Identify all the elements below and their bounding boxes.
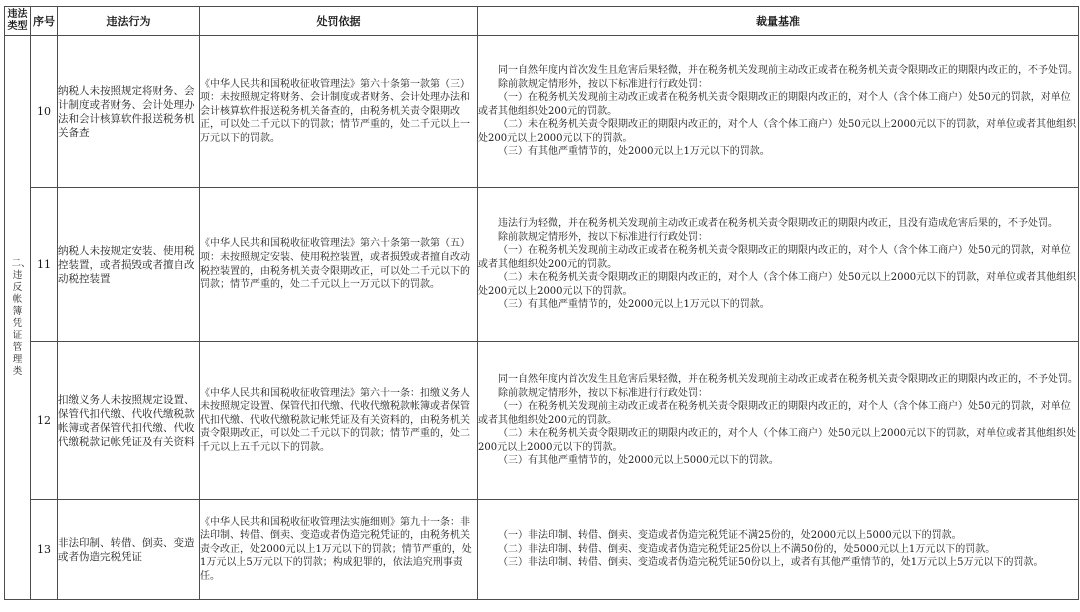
row-basis: 《中华人民共和国税收征收管理法实施细则》第九十一条：非法印制、转借、倒卖、变造或者伪造完税凭证的，由税务机关责令改正，处2000元以上1万元以下的罚款；情节严重的，处1万元以上5万元以下的罚款；构成犯罪的，依法追究刑事责任。 [200,500,478,600]
row-act: 纳税人未按照规定将财务、会计制度或者财务、会计处理办法和会计核算软件报送税务机关备查 [58,36,200,188]
header-type: 违法类型 [5,7,31,36]
row-act: 非法印制、转借、倒卖、变造或者伪造完税凭证 [58,500,200,600]
bench-para: （三）有其他严重情节的，处2000元以上5000元以下的罚款。 [498,455,779,467]
header-bench: 裁量基准 [478,7,1079,36]
table-row [5,36,1079,188]
row-act: 扣缴义务人未按照规定设置、保管代扣代缴、代收代缴税款帐簿或者保管代扣代缴、代收代缴税款记帐凭证及有关资料 [58,342,200,500]
header-row [5,7,1079,36]
bench-para: 违法行为轻微，并在税务机关发现前主动改正或者在税务机关责令限期改正的期限内改正，且没有造成危害后果的，不予处罚。 [498,217,1058,229]
bench-para: 同一自然年度内首次发生且危害后果轻微，并在税务机关发现前主动改正或者在税务机关责令限期改正的期限内改正的，不予处罚。 [498,373,1078,385]
bench-para: （二）未在税务机关责令限期改正的期限内改正的，对个人（含个体工商户）处50元以上2000元以下的罚款，对单位或者其他组织处200元以上2000元以下的罚款。 [478,119,1077,144]
category-cell: 二、违反帐簿凭证管理类 [5,36,31,600]
bench-para: （三）有其他严重情节的，处2000元以上1万元以下的罚款。 [498,299,770,311]
header-act: 违法行为 [58,7,200,36]
row-bench [478,188,1079,342]
penalty-table [4,6,1079,600]
bench-para: （二）未在税务机关责令限期改正的期限内改正的，对个人（含个体工商户）处50元以上2000元以下的罚款，对单位或者其他组织处200元以上2000元以下的罚款。 [478,272,1077,297]
bench-para: （二）未在税务机关责令限期改正的期限内改正的，对个人（个体工商户）处50元以上2000元以下的罚款，对单位或者其他组织处200元以上2000元以下的罚款。 [478,428,1077,453]
row-basis: 《中华人民共和国税收征收管理法》第六十条第一款第（三）项：未按照规定将财务、会计制度或者财务、会计处理办法和会计核算软件报送税务机关备查的，由税务机关责令限期改正，可以处二千元以下的罚款；情节严重的，处二千元以上一万元以下的罚款。 [200,36,478,188]
row-bench [478,500,1079,600]
bench-para: （一）非法印制、转借、倒卖、变造或者伪造完税凭证不满25份的，处2000元以上5000元以下的罚款。 [498,530,962,542]
table-row [5,342,1079,500]
bench-para: 同一自然年度内首次发生且危害后果轻微，并在税务机关发现前主动改正或者在税务机关责令限期改正的期限内改正的，不予处罚。 [498,64,1078,76]
row-seq: 12 [31,342,58,500]
bench-para: （一）在税务机关发现前主动改正或者在税务机关责令限期改正的期限内改正的，对个人（含个体工商户）处50元的罚款，对单位或者其他组织处200元的罚款。 [478,245,1071,270]
row-act: 纳税人未按规定安装、使用税控装置，或者损毁或者擅自改动税控装置 [58,188,200,342]
row-basis: 《中华人民共和国税收征收管理法》第六十一条：扣缴义务人未按照规定设置、保管代扣代缴、代收代缴税款帐簿或者保管代扣代缴、代收代缴税款记帐凭证及有关资料的，由税务机关责令限期改正，可以处二千元以下的罚款；情节严重的，处二千元以上五千元以下的罚款。 [200,342,478,500]
header-seq: 序号 [31,7,58,36]
row-bench [478,342,1079,500]
bench-para: （三）有其他严重情节的，处2000元以上1万元以下的罚款。 [498,146,770,158]
bench-para: （一）在税务机关发现前主动改正或者在税务机关责令限期改正的期限内改正的，对个人（含个体工商户）处50元的罚款，对单位或者其他组织处200元的罚款。 [478,401,1071,426]
table-row [5,500,1079,600]
bench-para: （二）非法印制、转借、倒卖、变造或者伪造完税凭证25份以上不满50份的，处5000元以上1万元以下的罚款。 [498,543,996,555]
row-basis: 《中华人民共和国税收征收管理法》第六十条第一款第（五）项：未按照规定安装、使用税控装置，或者损毁或者擅自改动税控装置的，由税务机关责令限期改正，可以处二千元以下的罚款；情节严重的，处二千元以上一万元以下的罚款。 [200,188,478,342]
header-basis: 处罚依据 [200,7,478,36]
bench-para: （一）在税务机关发现前主动改正或者在税务机关责令限期改正的期限内改正的，对个人（含个体工商户）处50元的罚款，对单位或者其他组织处200元的罚款。 [478,92,1071,117]
table-row [5,188,1079,342]
bench-para: （三）非法印制、转借、倒卖、变造或者伪造完税凭证50份以上，或者有其他严重情节的，处1万元以上5万元以下的罚款。 [498,557,1044,569]
bench-para: 除前款规定情形外，按以下标准进行行政处罚： [498,231,708,243]
bench-para: 除前款规定情形外，按以下标准进行行政处罚： [498,78,708,90]
bench-para: 除前款规定情形外，按以下标准进行行政处罚： [498,387,708,399]
row-seq: 13 [31,500,58,600]
row-bench [478,36,1079,188]
row-seq: 10 [31,36,58,188]
row-seq: 11 [31,188,58,342]
